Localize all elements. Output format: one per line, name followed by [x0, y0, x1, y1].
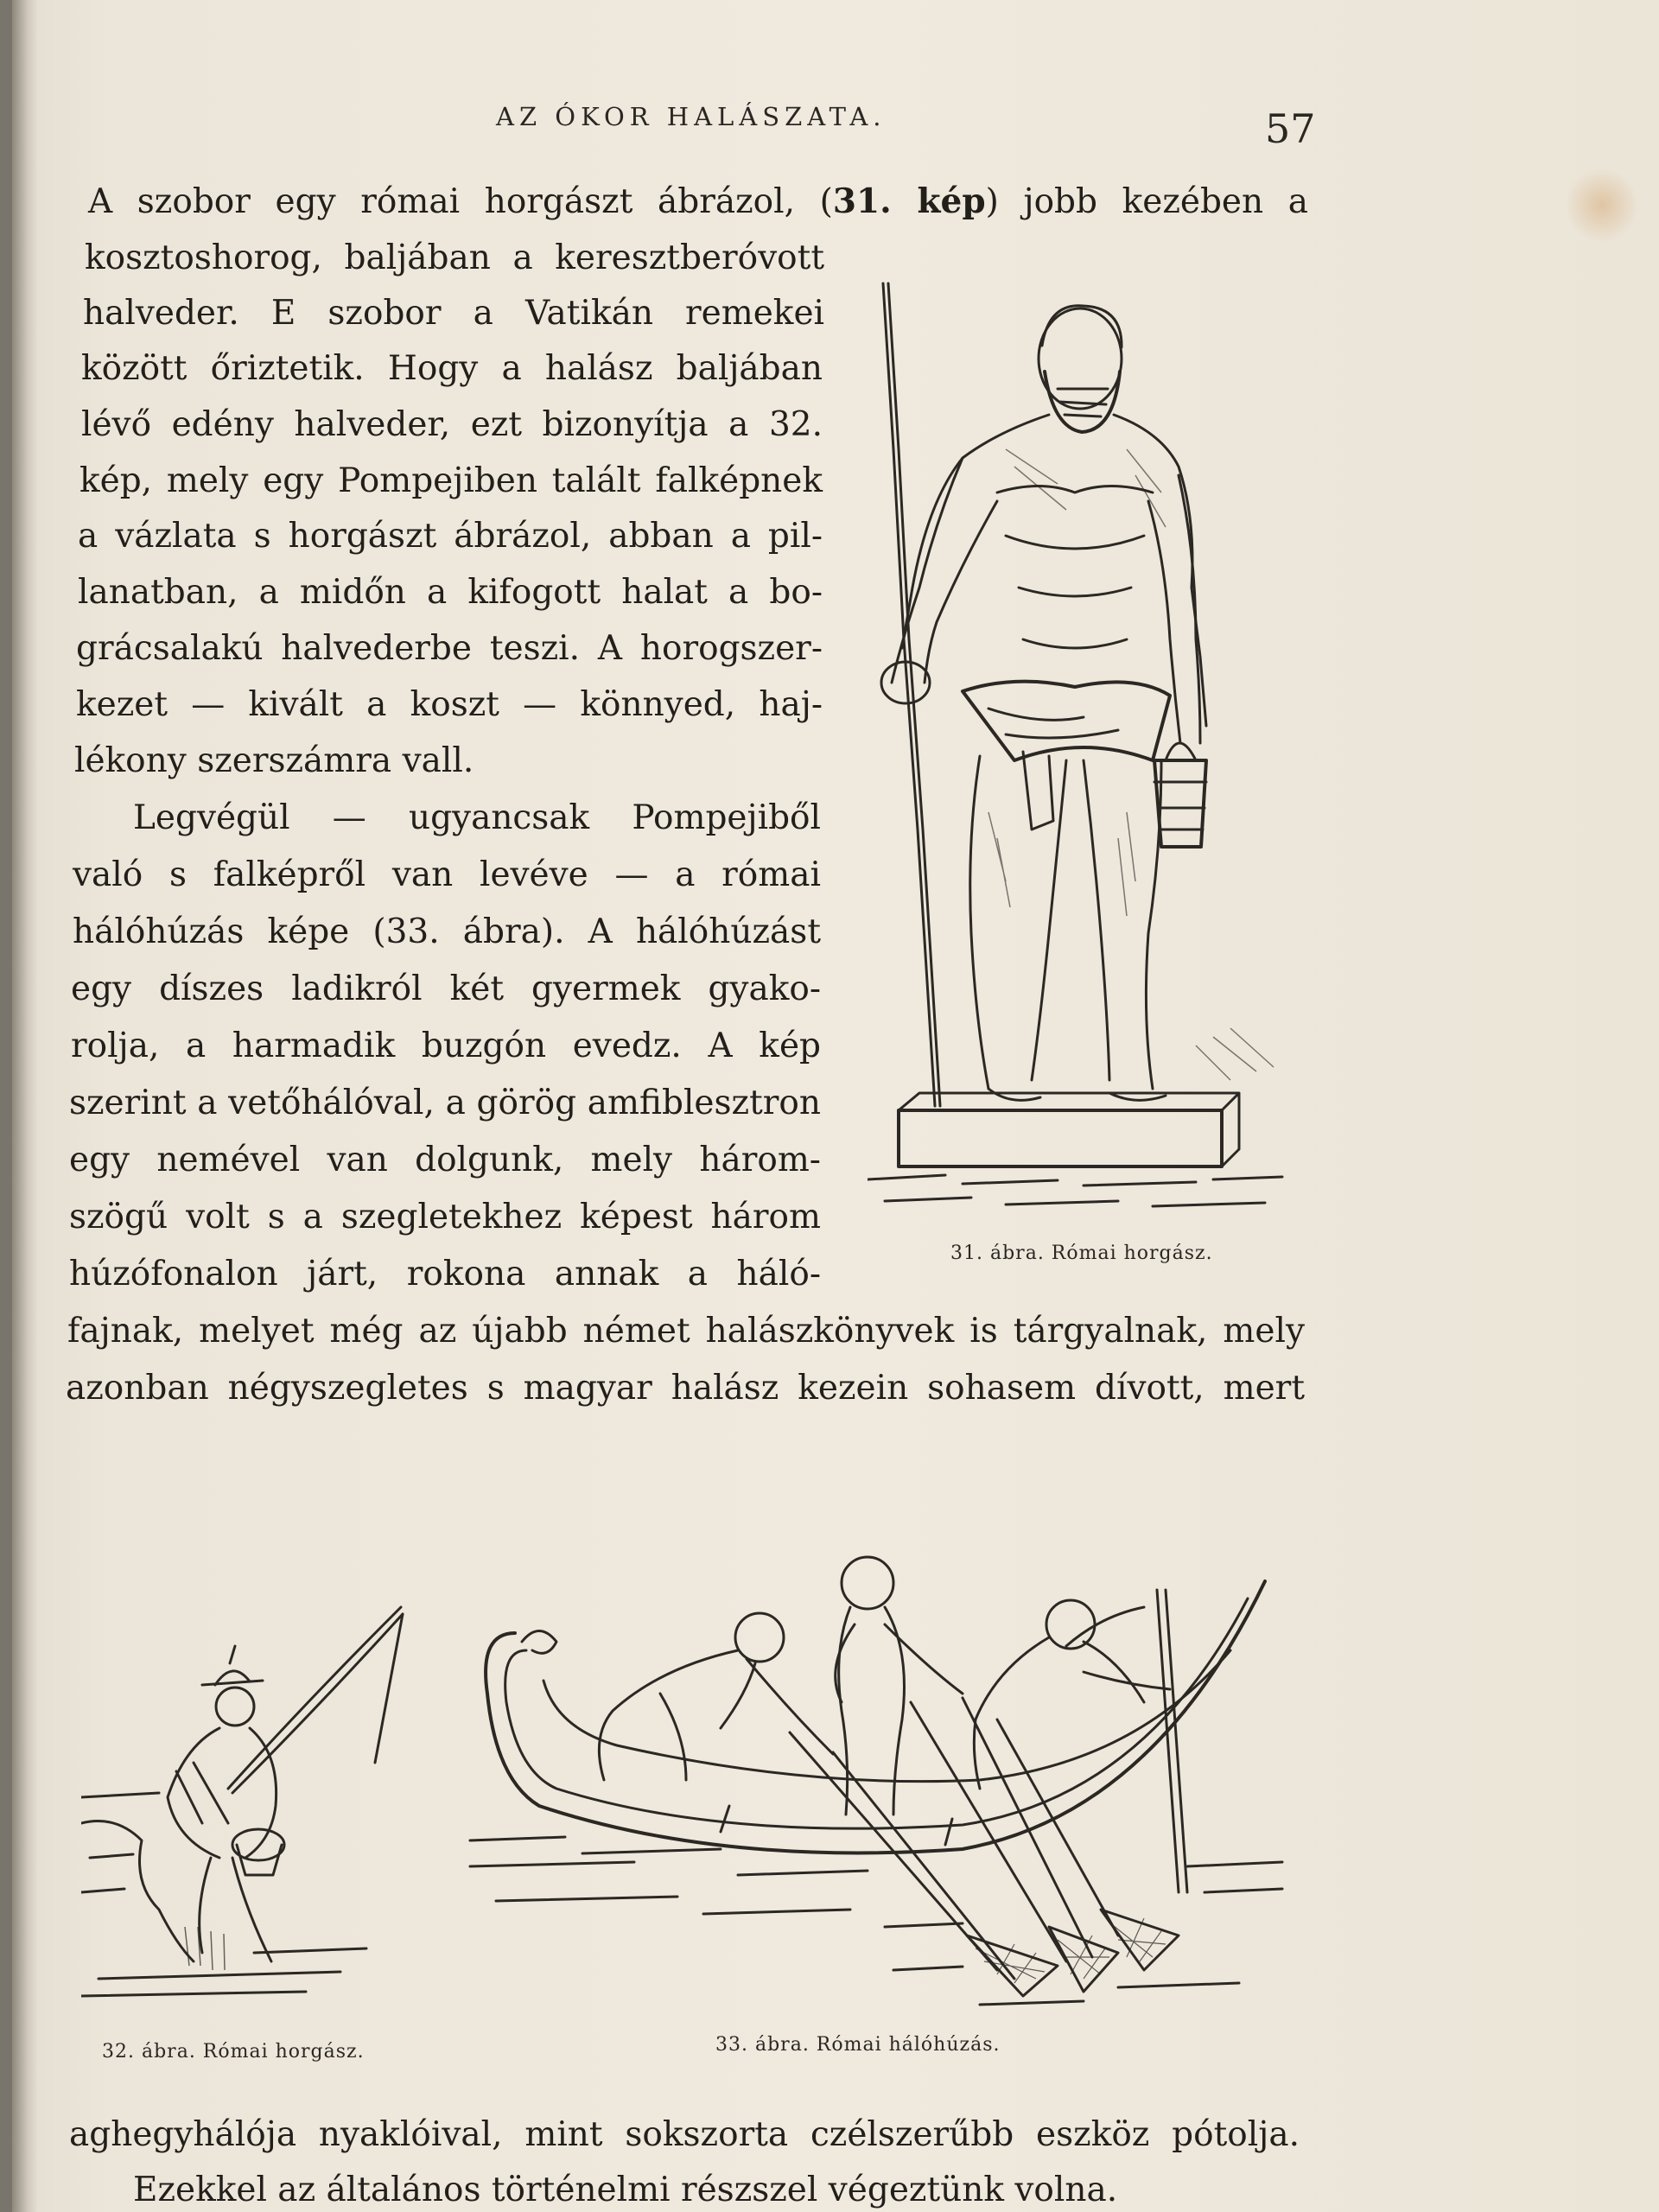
column-line: hálóhúzás képe (33. ábra). A hálóhúzást — [73, 912, 821, 951]
full-width-line: azonban négyszegletes s magyar halász kezein sohasem dívott, mert — [66, 1369, 1305, 1408]
column-line: való s falképről van levéve — a római — [73, 855, 821, 894]
figure-32-illustration — [81, 1599, 410, 2005]
paragraph-line-1 — [88, 181, 1308, 221]
column-line: kép, mely egy Pompejiben talált falképnek — [79, 461, 823, 500]
column-line: egy díszes ladikról két gyermek gyako- — [71, 969, 821, 1008]
full-width-line: Ezekkel az általános történelmi részszel végeztünk volna. — [133, 2171, 1118, 2209]
figure-31-illustration — [868, 276, 1291, 1218]
figure-33-illustration — [461, 1521, 1291, 2013]
column-line: kezet — kivált a koszt — könnyed, haj- — [76, 685, 823, 724]
figure-reference: 31. kép — [832, 181, 986, 221]
book-page — [12, 0, 1659, 2212]
line-text-after: ) jobb kezében a — [985, 182, 1308, 221]
page-number: 57 — [1265, 105, 1316, 152]
column-line: grácsalakú halvederbe teszi. A horogszer- — [76, 629, 823, 668]
figure-33-caption: 33. ábra. Római hálóhúzás. — [715, 2034, 1001, 2056]
column-line: között őriztetik. Hogy a halász baljában — [81, 349, 823, 388]
column-line: lévő edény halveder, ezt bizonyítja a 32. — [81, 405, 823, 444]
column-line: a vázlata s horgászt ábrázol, abban a pil- — [78, 517, 823, 556]
net-hauling-drawing — [461, 1521, 1291, 2013]
paper-stain — [1567, 164, 1637, 246]
page-gutter-shadow — [12, 0, 38, 2212]
column-line: szögű volt s a szegletekhez képest három — [69, 1198, 821, 1236]
column-line: lanatban, a midőn a kifogott halat a bo- — [78, 573, 823, 612]
full-width-line: fajnak, melyet még az újabb német halászkönyvek is tárgyalnak, mely — [67, 1312, 1305, 1351]
column-line: halveder. E szobor a Vatikán remekei — [83, 294, 824, 333]
column-line: kosztoshorog, baljában a keresztberóvott — [85, 238, 824, 277]
line-text-before: A szobor egy római horgászt ábrázol, ( — [88, 182, 833, 221]
full-width-line: aghegyhálója nyaklóival, mint sokszorta czélszerűbb eszköz pótolja. — [69, 2115, 1300, 2154]
column-line: lékony szerszámra vall. — [74, 741, 474, 780]
column-line: egy nemével van dolgunk, mely három- — [69, 1141, 821, 1179]
figure-31-caption: 31. ábra. Római horgász. — [950, 1243, 1213, 1264]
column-line: szerint a vetőhálóval, a görög amfiblesztron — [69, 1084, 821, 1122]
column-line: húzófonalon járt, rokona annak a háló- — [69, 1255, 821, 1294]
running-header: AZ ÓKOR HALÁSZATA. — [496, 102, 887, 131]
column-line: rolja, a harmadik buzgón evedz. A kép — [71, 1027, 821, 1065]
figure-32-caption: 32. ábra. Római horgász. — [102, 2041, 365, 2063]
angler-drawing — [81, 1599, 410, 2005]
column-line: Legvégül — ugyancsak Pompejiből — [133, 798, 821, 837]
statue-drawing — [868, 276, 1291, 1218]
